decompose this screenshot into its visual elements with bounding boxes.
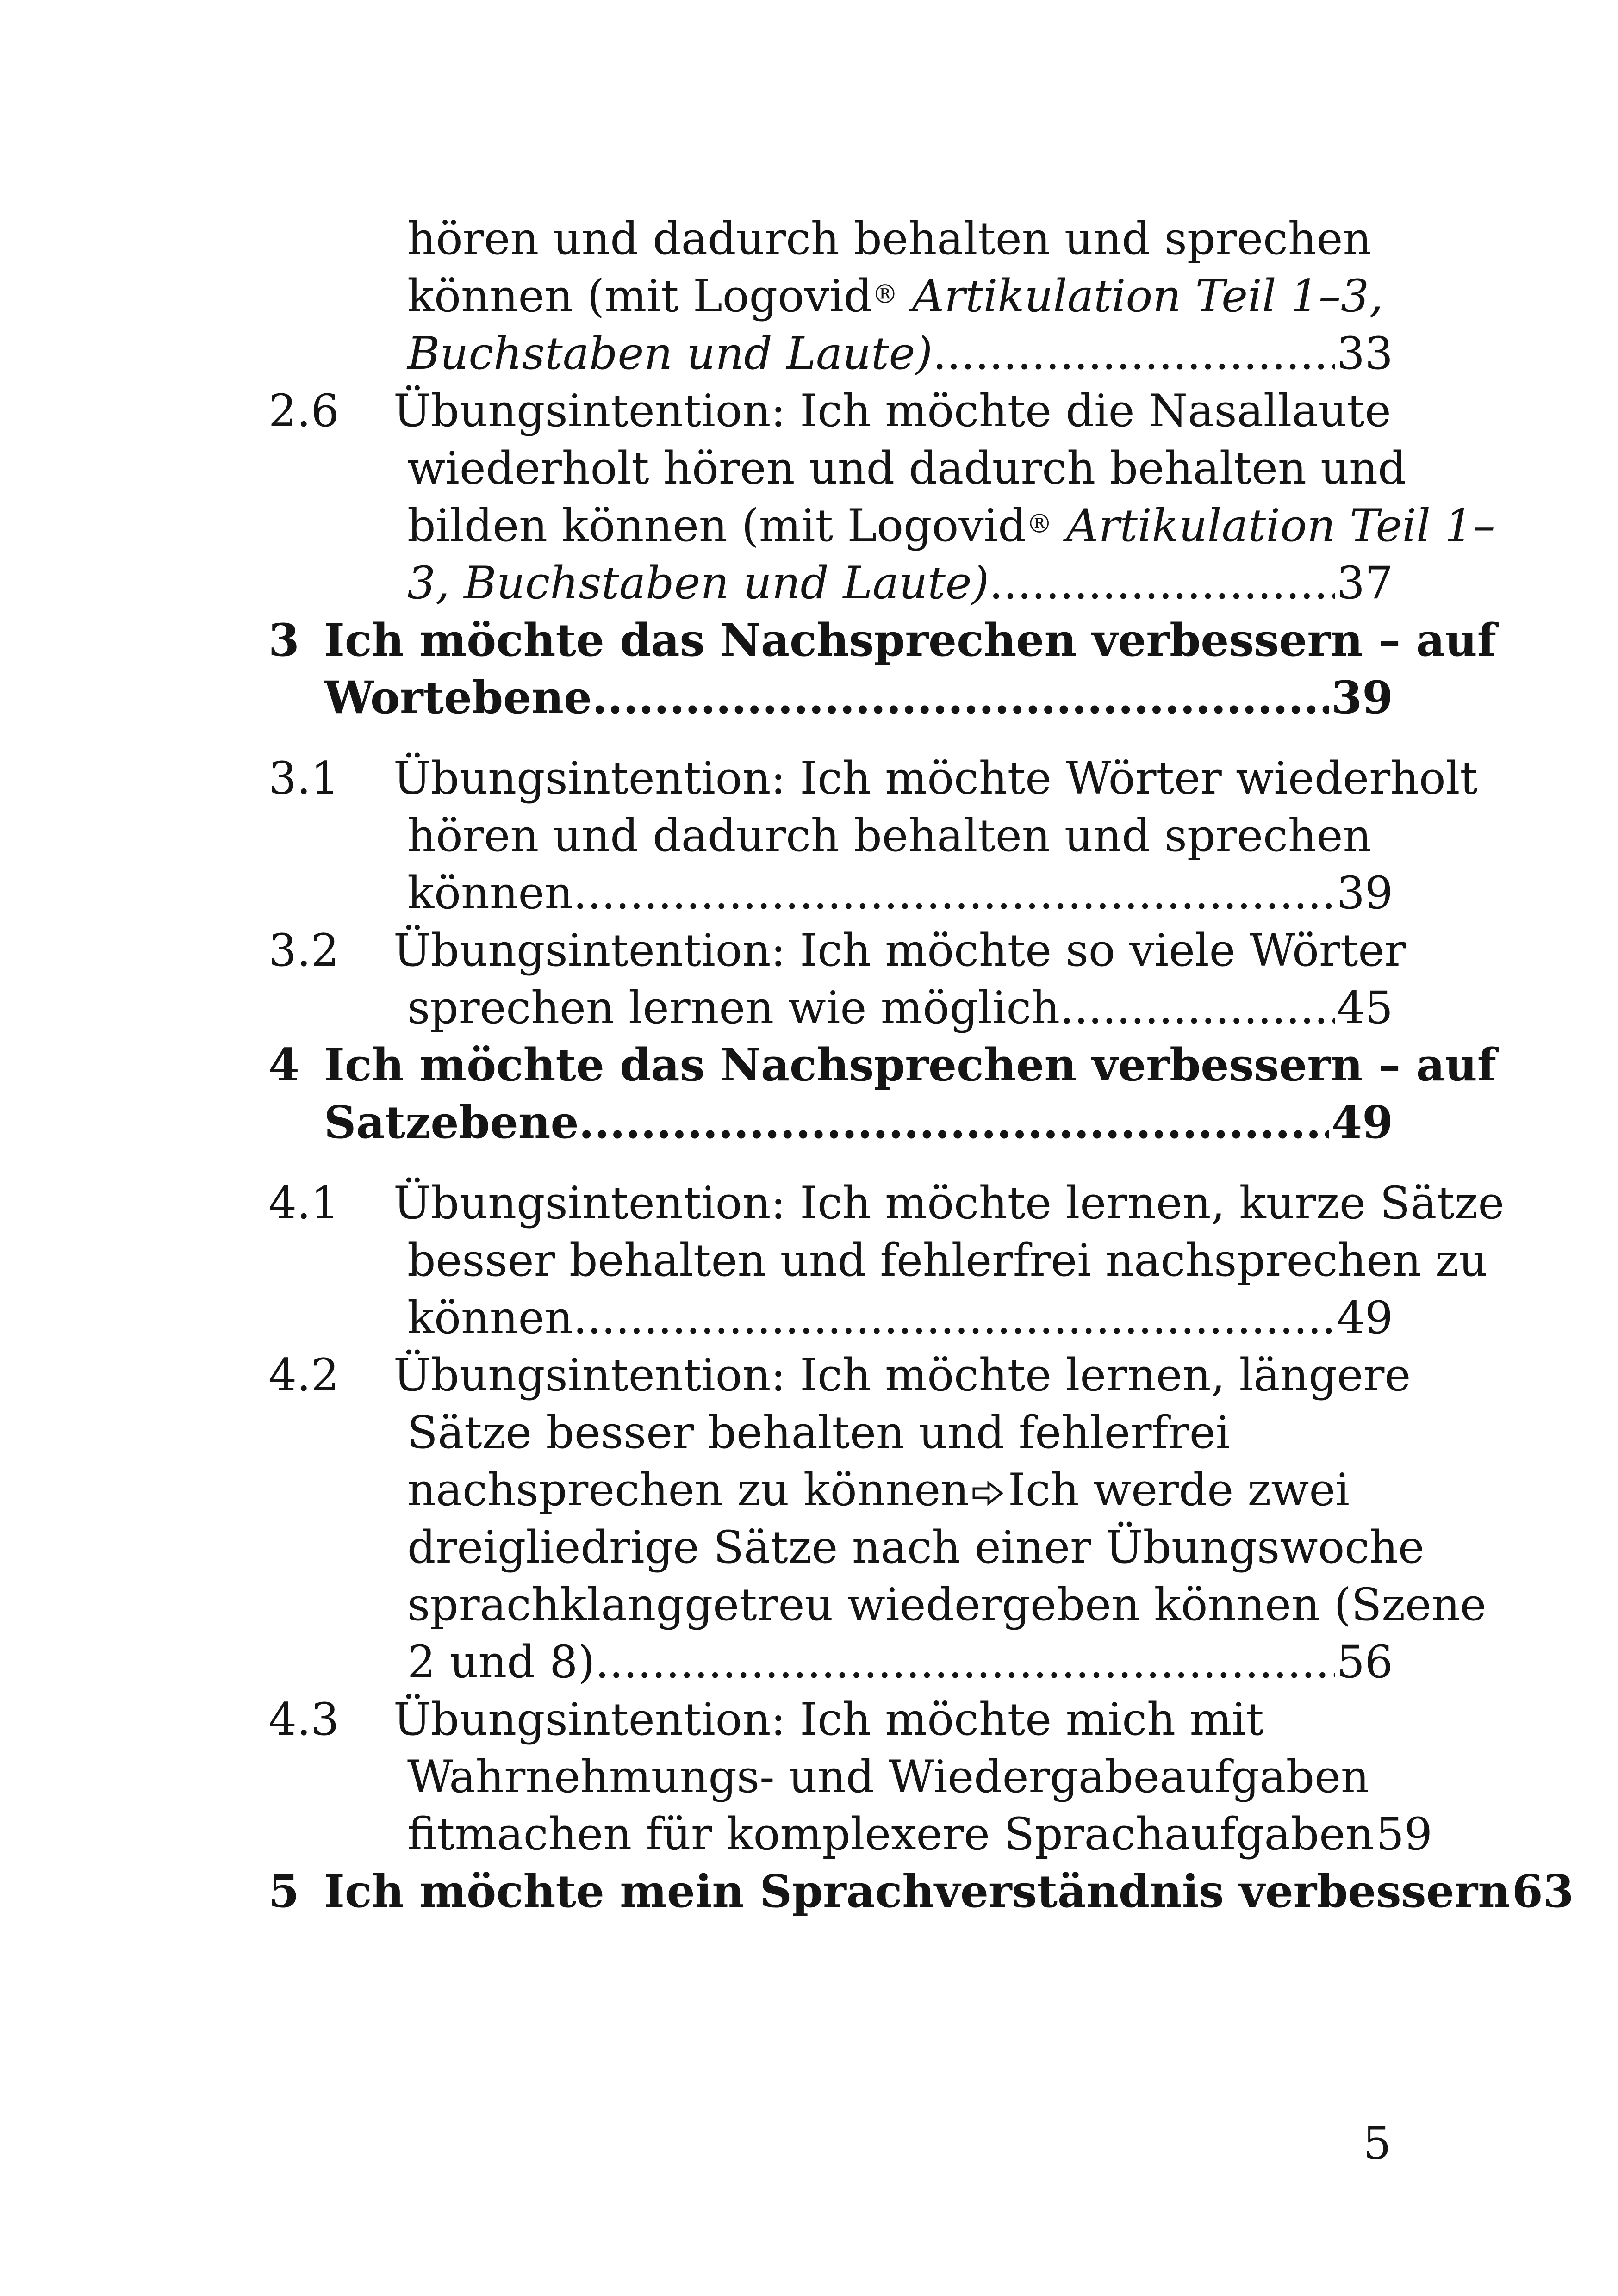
toc-entry-leader-line: können ..... 49	[407, 1289, 1393, 1347]
toc-chapter-number: 4	[268, 1039, 299, 1091]
toc-page-number: 63	[1512, 1865, 1574, 1917]
dot-leader	[592, 669, 1329, 726]
table-of-contents	[268, 210, 1574, 1920]
toc-chapter-number: 5	[268, 1865, 299, 1917]
dot-leader	[933, 325, 1335, 382]
toc-entry-leader-line: Buchstaben und Laute) ..... 33	[407, 325, 1393, 382]
toc-chapter-3	[268, 612, 1496, 726]
toc-entry-text: können (mit Logovid® Artikulation Teil 1–3,	[407, 270, 1383, 322]
toc-entry-text: Übungsintention: Ich möchte Wörter wiederholt	[393, 752, 1478, 804]
toc-entry-number: 3.2	[268, 925, 339, 976]
toc-entry-text: nachsprechen zu können Ich werde zwei	[407, 1464, 1350, 1516]
toc-chapter-title: Ich möchte das Nachsprechen verbessern – auf	[324, 1039, 1496, 1091]
toc-page-number: 33	[1336, 328, 1393, 379]
dot-leader	[573, 1289, 1335, 1347]
toc-entry-text: Übungsintention: Ich möchte mich mit	[393, 1694, 1264, 1745]
toc-page-number: 37	[1336, 557, 1393, 609]
outline-right-arrow-icon	[971, 1479, 1004, 1507]
dot-leader	[579, 1094, 1330, 1151]
toc-entry-leader-line: fitmachen für komplexere Sprachaufgaben 59	[407, 1806, 1393, 1863]
toc-chapter-5	[268, 1863, 1574, 1920]
toc-page-number: 39	[1336, 867, 1393, 919]
toc-chapter-leader-line: Ich möchte mein Sprachverständnis verbessern 63	[324, 1863, 1393, 1920]
toc-chapter-title: Ich möchte das Nachsprechen verbessern – auf	[324, 614, 1496, 666]
toc-chapter-4	[268, 1036, 1496, 1151]
toc-entry-text: Übungsintention: Ich möchte die Nasallaute	[393, 385, 1391, 437]
toc-entry-text: dreigliedrige Sätze nach einer Übungswoche	[407, 1521, 1425, 1573]
toc-entry-3-2	[268, 922, 1406, 1036]
toc-entry-leader-line: 2 und 8) ..... 56	[407, 1633, 1393, 1691]
toc-entry-text: hören und dadurch behalten und sprechen	[407, 810, 1372, 862]
toc-entry-text: besser behalten und fehlerfrei nachsprechen zu	[407, 1235, 1487, 1286]
toc-chapter-leader-line: Wortebene ..... 39	[324, 669, 1393, 726]
toc-entry-number: 4.2	[268, 1349, 339, 1401]
toc-entry-4-3	[268, 1691, 1432, 1863]
toc-entry-text: Übungsintention: Ich möchte lernen, längere	[393, 1349, 1411, 1401]
toc-entry-2-5	[268, 210, 1393, 382]
dot-leader	[595, 1633, 1335, 1691]
toc-page-number: 39	[1331, 671, 1393, 724]
toc-entry-2-6	[268, 382, 1495, 612]
toc-entry-leader-line: sprechen lernen wie möglich ..... 45	[407, 979, 1393, 1036]
toc-entry-3-1	[268, 750, 1478, 922]
toc-entry-4-2	[268, 1347, 1487, 1691]
dot-leader	[1060, 979, 1335, 1036]
toc-entry-text: wiederholt hören und dadurch behalten und	[407, 442, 1406, 494]
toc-chapter-leader-line: Satzebene ..... 49	[324, 1094, 1393, 1151]
toc-entry-number: 4.3	[268, 1694, 339, 1745]
toc-page-number: 49	[1336, 1292, 1393, 1344]
toc-entry-text: Übungsintention: Ich möchte so viele Wörter	[393, 925, 1406, 976]
dot-leader	[989, 554, 1335, 612]
toc-entry-leader-line: können ..... 39	[407, 864, 1393, 922]
toc-entry-text: sprachklanggetreu wiedergeben können (Szene	[407, 1579, 1487, 1631]
page-number: 5	[1363, 2117, 1391, 2169]
toc-entry-text: Übungsintention: Ich möchte lernen, kurze Sätze	[393, 1177, 1505, 1229]
dot-leader	[573, 864, 1335, 922]
toc-page-number: 56	[1336, 1636, 1393, 1688]
toc-entry-text: bilden können (mit Logovid® Artikulation Teil 1–	[407, 500, 1495, 552]
toc-entry-leader-line: 3, Buchstaben und Laute) ..... 37	[407, 554, 1393, 612]
toc-chapter-number: 3	[268, 614, 299, 666]
toc-page-number: 59	[1375, 1808, 1432, 1860]
toc-page-number: 49	[1331, 1096, 1393, 1148]
toc-entry-text: Wahrnehmungs- und Wiedergabeaufgaben	[407, 1751, 1369, 1803]
toc-entry-4-1	[268, 1174, 1505, 1347]
toc-entry-number: 3.1	[268, 752, 339, 804]
toc-entry-text: Sätze besser behalten und fehlerfrei	[407, 1407, 1230, 1458]
toc-entry-text: hören und dadurch behalten und sprechen	[407, 213, 1372, 265]
toc-entry-number: 2.6	[268, 385, 339, 437]
toc-page-number: 45	[1336, 982, 1393, 1034]
toc-entry-number: 4.1	[268, 1177, 339, 1229]
